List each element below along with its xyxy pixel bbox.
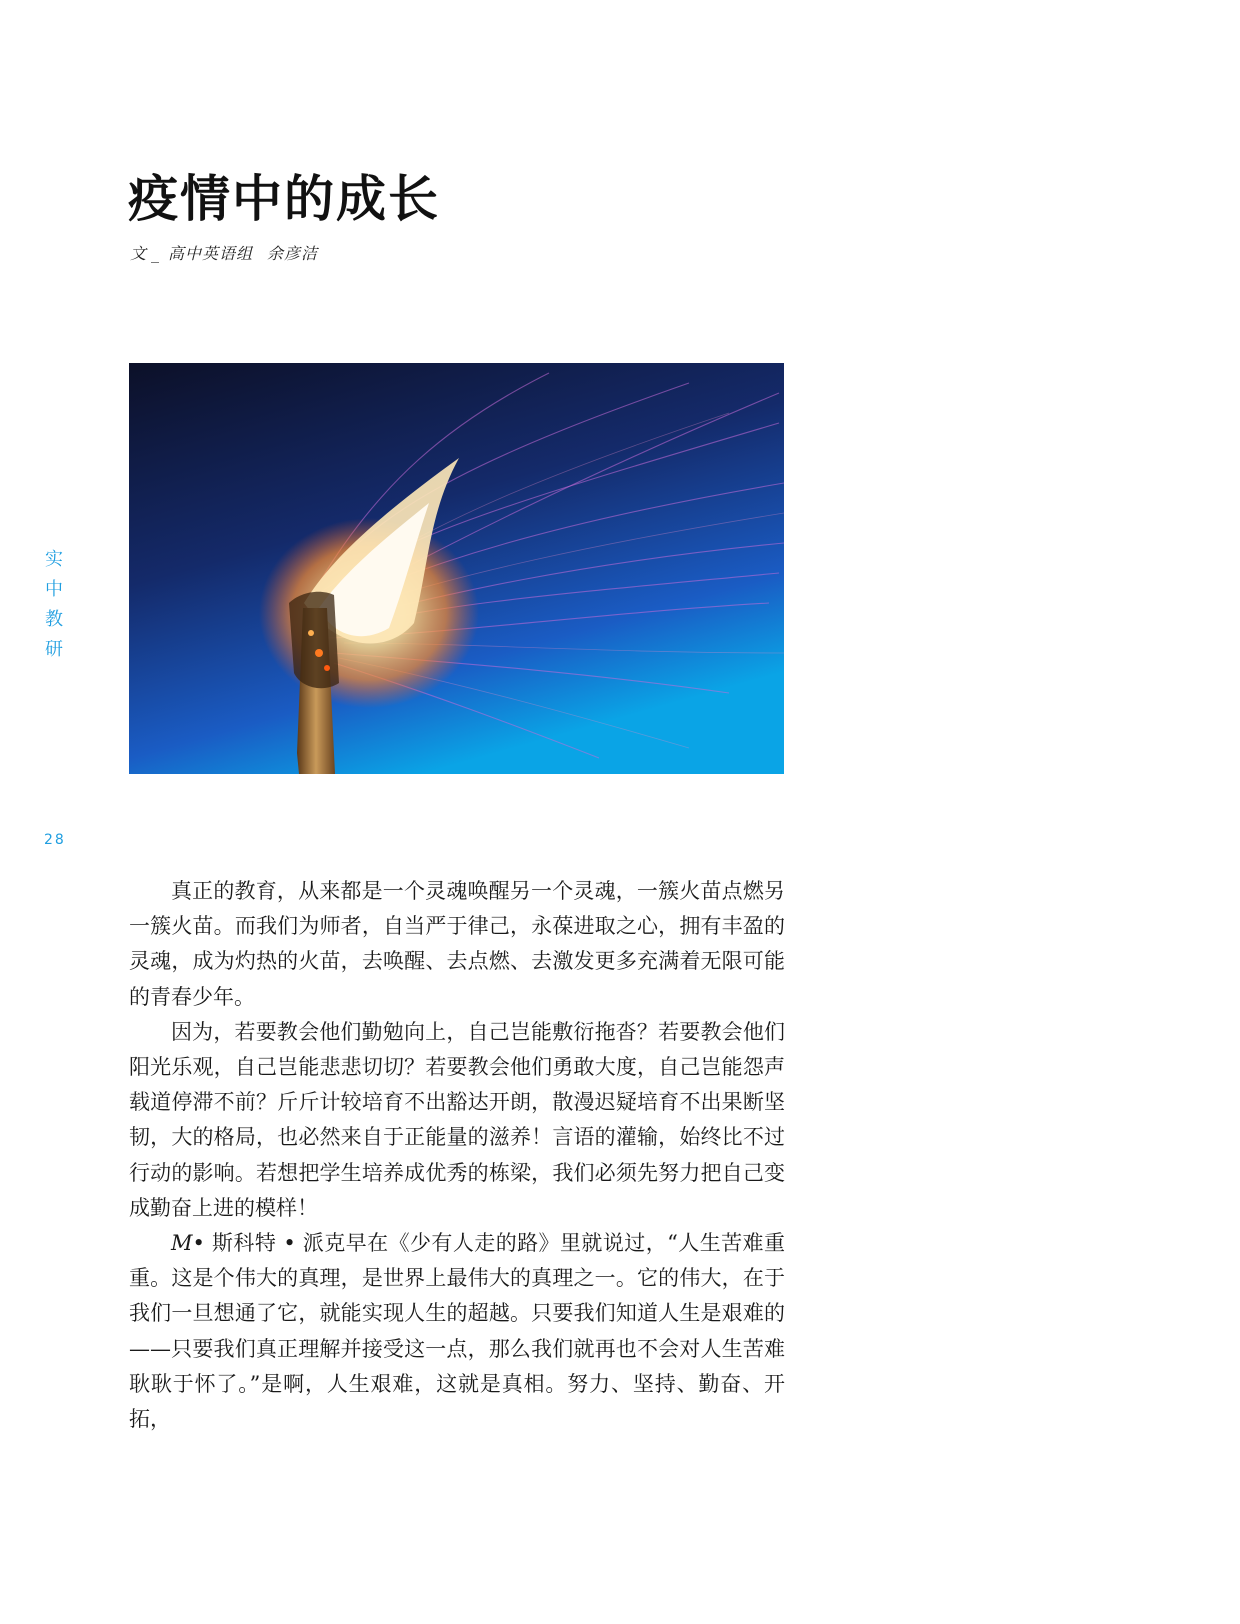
byline-prefix: 文 (130, 244, 148, 263)
author-initial: M (171, 1231, 193, 1256)
section-label-char: 实 (45, 549, 63, 570)
burning-torch-image (129, 363, 784, 774)
section-label-char: 教 (45, 609, 63, 630)
section-label (44, 545, 64, 665)
paragraph: 因为，若要教会他们勤勉向上，自己岂能敷衍拖沓？若要教会他们阳光乐观，自己岂能悲悲切切？若要教会他们勇敢大度，自己岂能怨声载道停滞不前？斤斤计较培育不出豁达开朗，散漫迟疑培育不出果断坚韧，大的格局，也必然来自于正能量的滋养！言语的灌输，始终比不过行动的影响。若想把学生培养成优秀的栋梁，我们必须先努力把自己变成勤奋上进的模样！ (129, 1019, 785, 1220)
paragraph (129, 1226, 785, 1437)
page-number: 28 (44, 832, 66, 848)
paragraph: 真正的教育，从来都是一个灵魂唤醒另一个灵魂，一簇火苗点燃另一簇火苗。而我们为师者，自当严于律己，永葆进取之心，拥有丰盈的灵魂，成为灼热的火苗，去唤醒、去点燃、去激发更多充满着无限可能的青春少年。 (129, 879, 785, 1009)
section-label-char: 研 (45, 639, 63, 660)
article-title: 疫情中的成长 (128, 168, 440, 228)
byline-group: 高中英语组 (168, 244, 254, 263)
byline-separator: _ (151, 244, 161, 263)
paragraph-text: • 斯科特 • 派克早在《少有人走的路》里就说过，“人生苦难重重。这是个伟大的真理，是世界上最伟大的真理之一。它的伟大，在于我们一旦想通了它，就能实现人生的超越。只要我们知道人生是艰难的——只要我们真正理解并接受这一点，那么我们就再也不会对人生苦难耿耿于怀了。”是啊，人生艰难，这就是真相。努力、坚持、勤奋、开拓， (129, 1231, 785, 1432)
section-label-char: 中 (45, 579, 63, 600)
byline-author: 余彦洁 (267, 244, 319, 263)
article-body (129, 874, 785, 1437)
byline (130, 243, 318, 265)
